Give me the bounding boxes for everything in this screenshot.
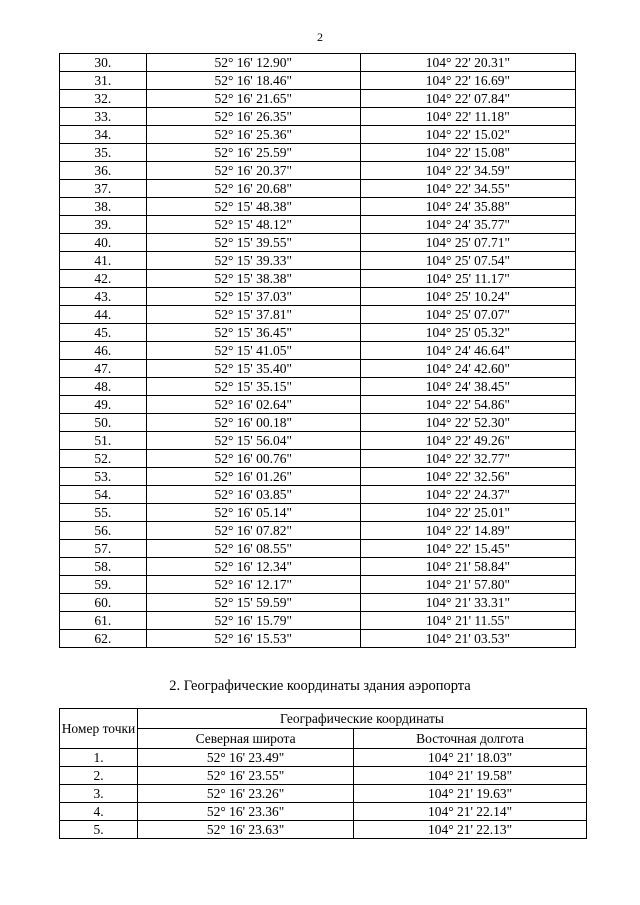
table-row (60, 504, 576, 522)
table-row (60, 432, 576, 450)
point-number-cell: 59. (60, 576, 147, 594)
latitude-cell: 52° 15' 37.03" (146, 288, 360, 306)
latitude-cell: 52° 16' 03.85" (146, 486, 360, 504)
point-number-header: Номер точки (60, 709, 138, 749)
table-row (60, 342, 576, 360)
point-number-cell: 61. (60, 612, 147, 630)
coordinates-group-header: Географические координаты (138, 709, 587, 729)
longitude-cell: 104° 22' 20.31" (360, 54, 575, 72)
latitude-cell: 52° 15' 36.45" (146, 324, 360, 342)
longitude-cell: 104° 22' 15.02" (360, 126, 575, 144)
longitude-cell: 104° 22' 25.01" (360, 504, 575, 522)
header-row (60, 709, 587, 729)
longitude-cell: 104° 24' 35.77" (360, 216, 575, 234)
header-subrow (60, 729, 587, 749)
longitude-cell: 104° 22' 07.84" (360, 90, 575, 108)
page-number: 2 (317, 30, 323, 44)
latitude-cell: 52° 15' 38.38" (146, 270, 360, 288)
longitude-cell: 104° 21' 33.31" (360, 594, 575, 612)
point-number-cell: 2. (60, 767, 138, 785)
table-row (60, 234, 576, 252)
table-row (60, 54, 576, 72)
table-row (60, 486, 576, 504)
latitude-cell: 52° 15' 39.33" (146, 252, 360, 270)
point-number-cell: 62. (60, 630, 147, 648)
latitude-cell: 52° 16' 05.14" (146, 504, 360, 522)
point-number-cell: 51. (60, 432, 147, 450)
latitude-cell: 52° 15' 48.12" (146, 216, 360, 234)
longitude-cell: 104° 22' 32.56" (360, 468, 575, 486)
longitude-cell: 104° 21' 58.84" (360, 558, 575, 576)
latitude-cell: 52° 16' 12.17" (146, 576, 360, 594)
table-row (60, 576, 576, 594)
longitude-cell: 104° 25' 07.07" (360, 306, 575, 324)
table-row (60, 216, 576, 234)
longitude-cell: 104° 25' 11.17" (360, 270, 575, 288)
point-number-cell: 58. (60, 558, 147, 576)
table-row (60, 306, 576, 324)
table-row (60, 72, 576, 90)
point-number-cell: 42. (60, 270, 147, 288)
longitude-cell: 104° 24' 35.88" (360, 198, 575, 216)
latitude-cell: 52° 16' 02.64" (146, 396, 360, 414)
table-row (60, 162, 576, 180)
longitude-cell: 104° 24' 42.60" (360, 360, 575, 378)
latitude-cell: 52° 16' 23.26" (138, 785, 354, 803)
latitude-cell: 52° 16' 23.55" (138, 767, 354, 785)
latitude-cell: 52° 15' 48.38" (146, 198, 360, 216)
table-row (60, 360, 576, 378)
point-number-cell: 35. (60, 144, 147, 162)
table-row (60, 630, 576, 648)
latitude-cell: 52° 16' 23.63" (138, 821, 354, 839)
table-row (60, 126, 576, 144)
longitude-cell: 104° 22' 49.26" (360, 432, 575, 450)
latitude-cell: 52° 16' 01.26" (146, 468, 360, 486)
coordinates-table-body (60, 54, 576, 648)
table-row (60, 468, 576, 486)
longitude-cell: 104° 22' 15.45" (360, 540, 575, 558)
longitude-cell: 104° 25' 10.24" (360, 288, 575, 306)
point-number-cell: 32. (60, 90, 147, 108)
airport-table-header (60, 709, 587, 749)
section-title: 2. Географические координаты здания аэропорта (169, 678, 471, 694)
longitude-cell: 104° 25' 07.54" (360, 252, 575, 270)
latitude-cell: 52° 16' 12.90" (146, 54, 360, 72)
latitude-cell: 52° 16' 23.36" (138, 803, 354, 821)
point-number-cell: 41. (60, 252, 147, 270)
latitude-cell: 52° 16' 00.18" (146, 414, 360, 432)
longitude-cell: 104° 21' 57.80" (360, 576, 575, 594)
table-row (60, 821, 587, 839)
table-row (60, 144, 576, 162)
point-number-cell: 31. (60, 72, 147, 90)
latitude-cell: 52° 16' 15.53" (146, 630, 360, 648)
latitude-cell: 52° 15' 56.04" (146, 432, 360, 450)
longitude-cell: 104° 21' 19.58" (354, 767, 587, 785)
point-number-cell: 56. (60, 522, 147, 540)
longitude-cell: 104° 22' 34.59" (360, 162, 575, 180)
latitude-cell: 52° 15' 35.40" (146, 360, 360, 378)
table-row (60, 803, 587, 821)
table-row (60, 450, 576, 468)
point-number-cell: 60. (60, 594, 147, 612)
longitude-cell: 104° 22' 11.18" (360, 108, 575, 126)
latitude-cell: 52° 16' 12.34" (146, 558, 360, 576)
table-row (60, 749, 587, 767)
latitude-cell: 52° 16' 23.49" (138, 749, 354, 767)
latitude-cell: 52° 16' 20.68" (146, 180, 360, 198)
table-row (60, 612, 576, 630)
airport-building-table (59, 708, 587, 839)
table-row (60, 594, 576, 612)
point-number-cell: 40. (60, 234, 147, 252)
table-row (60, 785, 587, 803)
longitude-cell: 104° 22' 54.86" (360, 396, 575, 414)
point-number-cell: 45. (60, 324, 147, 342)
latitude-cell: 52° 16' 08.55" (146, 540, 360, 558)
point-number-cell: 33. (60, 108, 147, 126)
longitude-cell: 104° 21' 19.63" (354, 785, 587, 803)
longitude-cell: 104° 21' 11.55" (360, 612, 575, 630)
latitude-cell: 52° 16' 07.82" (146, 522, 360, 540)
point-number-cell: 5. (60, 821, 138, 839)
table-row (60, 767, 587, 785)
point-number-cell: 49. (60, 396, 147, 414)
longitude-cell: 104° 24' 38.45" (360, 378, 575, 396)
latitude-cell: 52° 15' 59.59" (146, 594, 360, 612)
point-number-cell: 34. (60, 126, 147, 144)
longitude-cell: 104° 21' 22.13" (354, 821, 587, 839)
coordinates-table (59, 53, 576, 648)
point-number-cell: 57. (60, 540, 147, 558)
latitude-cell: 52° 16' 25.59" (146, 144, 360, 162)
point-number-cell: 52. (60, 450, 147, 468)
latitude-cell: 52° 16' 21.65" (146, 90, 360, 108)
longitude-header: Восточная долгота (354, 729, 587, 749)
point-number-cell: 47. (60, 360, 147, 378)
longitude-cell: 104° 22' 34.55" (360, 180, 575, 198)
table-row (60, 324, 576, 342)
point-number-cell: 39. (60, 216, 147, 234)
longitude-cell: 104° 22' 16.69" (360, 72, 575, 90)
latitude-cell: 52° 15' 35.15" (146, 378, 360, 396)
latitude-cell: 52° 15' 39.55" (146, 234, 360, 252)
table-row (60, 108, 576, 126)
point-number-cell: 46. (60, 342, 147, 360)
point-number-cell: 36. (60, 162, 147, 180)
longitude-cell: 104° 21' 18.03" (354, 749, 587, 767)
longitude-cell: 104° 22' 14.89" (360, 522, 575, 540)
point-number-cell: 30. (60, 54, 147, 72)
table-row (60, 252, 576, 270)
longitude-cell: 104° 25' 07.71" (360, 234, 575, 252)
latitude-cell: 52° 15' 41.05" (146, 342, 360, 360)
table-row (60, 270, 576, 288)
point-number-cell: 55. (60, 504, 147, 522)
table-row (60, 378, 576, 396)
longitude-cell: 104° 21' 03.53" (360, 630, 575, 648)
point-number-cell: 1. (60, 749, 138, 767)
latitude-cell: 52° 16' 20.37" (146, 162, 360, 180)
point-number-cell: 54. (60, 486, 147, 504)
longitude-cell: 104° 22' 32.77" (360, 450, 575, 468)
longitude-cell: 104° 22' 15.08" (360, 144, 575, 162)
point-number-cell: 3. (60, 785, 138, 803)
latitude-cell: 52° 16' 26.35" (146, 108, 360, 126)
table-row (60, 180, 576, 198)
latitude-cell: 52° 16' 25.36" (146, 126, 360, 144)
point-number-cell: 38. (60, 198, 147, 216)
latitude-cell: 52° 15' 37.81" (146, 306, 360, 324)
table-row (60, 198, 576, 216)
table-row (60, 90, 576, 108)
longitude-cell: 104° 25' 05.32" (360, 324, 575, 342)
table-row (60, 414, 576, 432)
table-row (60, 558, 576, 576)
latitude-header: Северная широта (138, 729, 354, 749)
longitude-cell: 104° 24' 46.64" (360, 342, 575, 360)
latitude-cell: 52° 16' 18.46" (146, 72, 360, 90)
point-number-cell: 44. (60, 306, 147, 324)
longitude-cell: 104° 22' 52.30" (360, 414, 575, 432)
point-number-cell: 48. (60, 378, 147, 396)
point-number-cell: 37. (60, 180, 147, 198)
longitude-cell: 104° 22' 24.37" (360, 486, 575, 504)
point-number-cell: 43. (60, 288, 147, 306)
table-row (60, 288, 576, 306)
airport-table-body (60, 749, 587, 839)
point-number-cell: 53. (60, 468, 147, 486)
point-number-cell: 50. (60, 414, 147, 432)
table-row (60, 396, 576, 414)
point-number-cell: 4. (60, 803, 138, 821)
table-row (60, 522, 576, 540)
longitude-cell: 104° 21' 22.14" (354, 803, 587, 821)
latitude-cell: 52° 16' 15.79" (146, 612, 360, 630)
latitude-cell: 52° 16' 00.76" (146, 450, 360, 468)
table-row (60, 540, 576, 558)
